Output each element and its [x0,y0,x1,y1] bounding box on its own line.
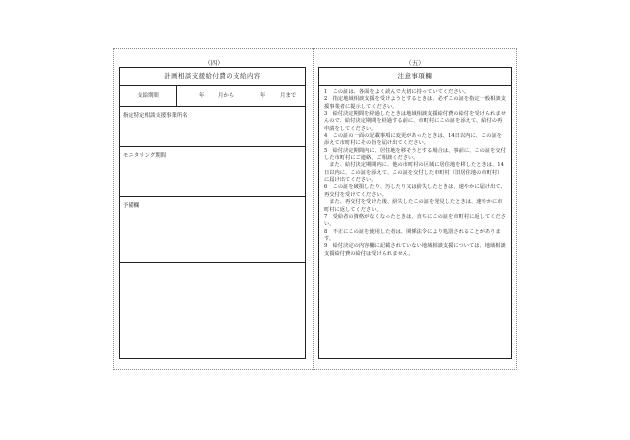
note-7: 7 受給者の資格がなくなったときは、直ちにこの証を市町村に返してください。 [324,213,506,228]
provider-row [120,107,305,147]
note-3: 3 給付決定期間を経過したときは地域相談支援給付費の給付を受けられませんので、給付決定期間を経過する前に、市町村にこの証を添えて、給付の再申請をしてください。 [324,111,506,132]
remarks-label: 予備欄 [123,203,140,209]
provider-label: 指定特定相談支援事業所名 [123,113,188,119]
note-6: 6 この証を破損したり、汚したり又は紛失したときは、速やかに届け出て、再交付を受けてください。 [324,184,506,198]
note-4: 4 この証の一面の記載事項に変更があったときは、14日以内に、この証を添えて市町村にその旨を届け出てください。 [324,133,502,147]
payment-contents-table [119,67,306,359]
note-5-continued: また、給付決定期間内に、他の市町村の区域に居住地を移したときは、14日以内に、この証を添えて、この証を交付した市町村（旧居住地の市町村）に届け出てください。 [324,162,504,184]
notes-title: 注意事項欄 [319,68,511,86]
period-end-year: 年 [260,93,266,99]
period-start-year: 年 [199,93,205,99]
notes-table [318,67,512,359]
blank-row [120,263,305,355]
note-5: 5 給付決定期間内に、居住地を移そうとする場合は、事前に、この証を交付した市町村にご連絡、ご相談ください。 [324,147,506,162]
payment-period-fields [177,86,305,106]
note-9: 9 給付決定の内容欄に記載されていない地域相談支援については、地域相談支援給付費の給付は受けられません。 [324,243,506,257]
period-end-month: 月まで [280,93,297,99]
note-1: 1 この証は、各面をよく読んで大切に持っていてください。 [324,89,470,95]
left-page-number: （四） [204,59,224,67]
remarks-row [120,197,305,263]
right-page-number: （五） [405,59,425,67]
note-8: 8 不正にこの証を使用した者は、関係法令により処罰されることがあります。 [324,228,501,242]
payment-period-label: 支給期間 [120,86,177,106]
period-start-month: 月から [218,93,235,99]
monitoring-row [120,147,305,197]
note-2: 2 指定地域相談支援を受けようとするときは、必ずこの証を指定一般相談支援事業者に提示してください。 [324,96,506,110]
notes-body [319,86,511,258]
note-6-continued: また、再交付を受けた後、紛失したこの証を発見したときは、速やかに市町村に返してください。 [324,199,503,213]
center-fold-line [313,48,314,370]
monitoring-label: モニタリング期間 [123,153,167,159]
payment-contents-title: 計画相談支援給付費の支給内容 [120,68,305,86]
payment-period-row [120,86,305,107]
